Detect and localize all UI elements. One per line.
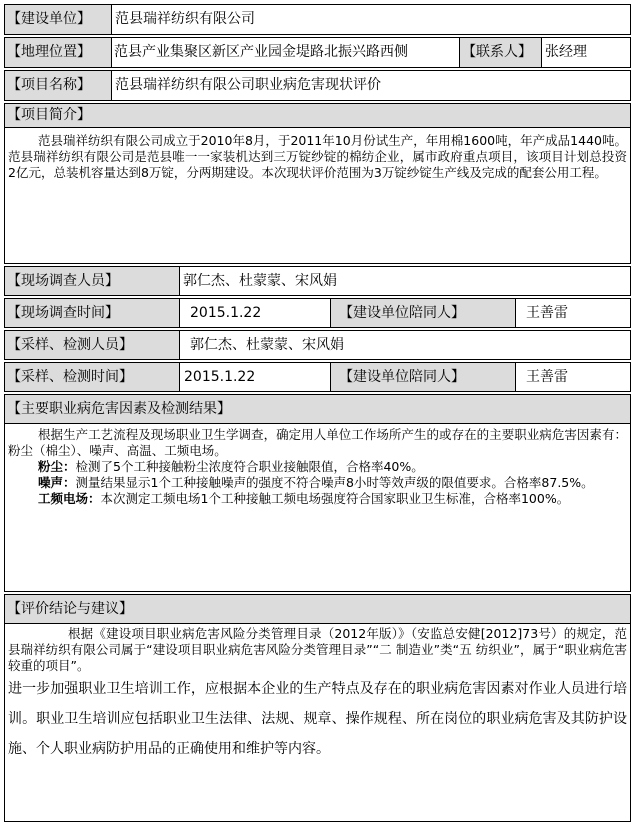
sampling-staff-label: 【采样、检测人员】 xyxy=(4,330,180,360)
noise-text: 测量结果显示1个工种接触噪声的强度不符合噪声8小时等效声级的限值要求。合格率87.5%。 xyxy=(75,475,594,490)
efield-result xyxy=(8,491,627,507)
survey-time-value: 2015.1.22 xyxy=(179,298,331,328)
survey-time-label: 【现场调查时间】 xyxy=(4,298,180,328)
survey-staff-value: 郭仁杰、杜蒙蒙、宋风娟 xyxy=(179,266,631,296)
hazards-heading: 【主要职业病危害因素及检测结果】 xyxy=(4,394,631,424)
contact-label: 【联系人】 xyxy=(459,37,542,68)
location-value: 范县产业集聚区新区产业园金堤路北振兴路西侧 xyxy=(111,37,460,68)
dust-text: 检测了5个工种接触粉尘浓度符合职业接触限值，合格率40%。 xyxy=(75,459,424,474)
sampling-escort-label: 【建设单位陪同人】 xyxy=(330,362,516,392)
noise-result xyxy=(8,475,627,491)
project-label: 【项目名称】 xyxy=(4,70,112,101)
builder-label: 【建设单位】 xyxy=(4,4,112,35)
efield-text: 本次测定工频电场1个工种接触工频电场强度符合国家职业卫生标准，合格率100%。 xyxy=(100,491,570,506)
survey-staff-label: 【现场调查人员】 xyxy=(4,266,180,296)
hazards-body xyxy=(4,423,631,592)
conclusion-text-2: 进一步加强职业卫生培训工作，应根据本企业的生产特点及存在的职业病危害因素对作业人员进行培训。职业卫生培训应包括职业卫生法律、法规、规章、操作规程、所在岗位的职业病危害及其防护设施、个人职业病防护用品的正确使用和维护等内容。 xyxy=(8,681,627,757)
sampling-escort-value: 王善雷 xyxy=(515,362,631,392)
dust-label: 粉尘： xyxy=(38,459,76,474)
intro-text: 范县瑞祥纺织有限公司成立于2010年8月，于2011年10月份试生产，年用棉1600吨，年产成品1440吨。范县瑞祥纺织有限公司是范县唯一一家装机达到三万锭纱锭的棉纺企业，属市政府重点项目，该项目计划总投资2亿元，总装机容量达到8万锭，分两期建设。本次现状评价范围为3万锭纱锭生产线及完成的配套公用工程。 xyxy=(8,133,627,180)
dust-result xyxy=(8,459,627,475)
sampling-time-value: 2015.1.22 xyxy=(179,362,331,392)
sampling-time-label: 【采样、检测时间】 xyxy=(4,362,180,392)
intro-body xyxy=(4,127,631,264)
conclusion-text-1: 根据《建设项目职业病危害风险分类管理目录（2012年版）》（安监总安健[2012]73号）的规定，范县瑞祥纺织有限公司属于“建设项目职业病危害风险分类管理目录”“二 制造业”类“五 纺织业”，属于“职业病危害较重的项目”。 xyxy=(8,626,627,673)
hazards-intro: 根据生产工艺流程及现场职业卫生学调查，确定用人单位工作场所产生的或存在的主要职业病危害因素有：粉尘（棉尘）、噪声、高温、工频电场。 xyxy=(8,427,627,458)
project-value: 范县瑞祥纺织有限公司职业病危害现状评价 xyxy=(111,70,631,101)
builder-value: 范县瑞祥纺织有限公司 xyxy=(111,4,631,35)
contact-value: 张经理 xyxy=(541,37,631,68)
noise-label: 噪声： xyxy=(38,475,76,490)
location-label: 【地理位置】 xyxy=(4,37,112,68)
survey-escort-label: 【建设单位陪同人】 xyxy=(330,298,516,328)
conclusion-body xyxy=(4,623,631,822)
survey-escort-value: 王善雷 xyxy=(515,298,631,328)
efield-label: 工频电场： xyxy=(38,491,101,506)
conclusion-heading: 【评价结论与建议】 xyxy=(4,594,631,624)
intro-heading: 【项目简介】 xyxy=(4,103,631,128)
sampling-staff-value: 郭仁杰、杜蒙蒙、宋风娟 xyxy=(179,330,631,360)
